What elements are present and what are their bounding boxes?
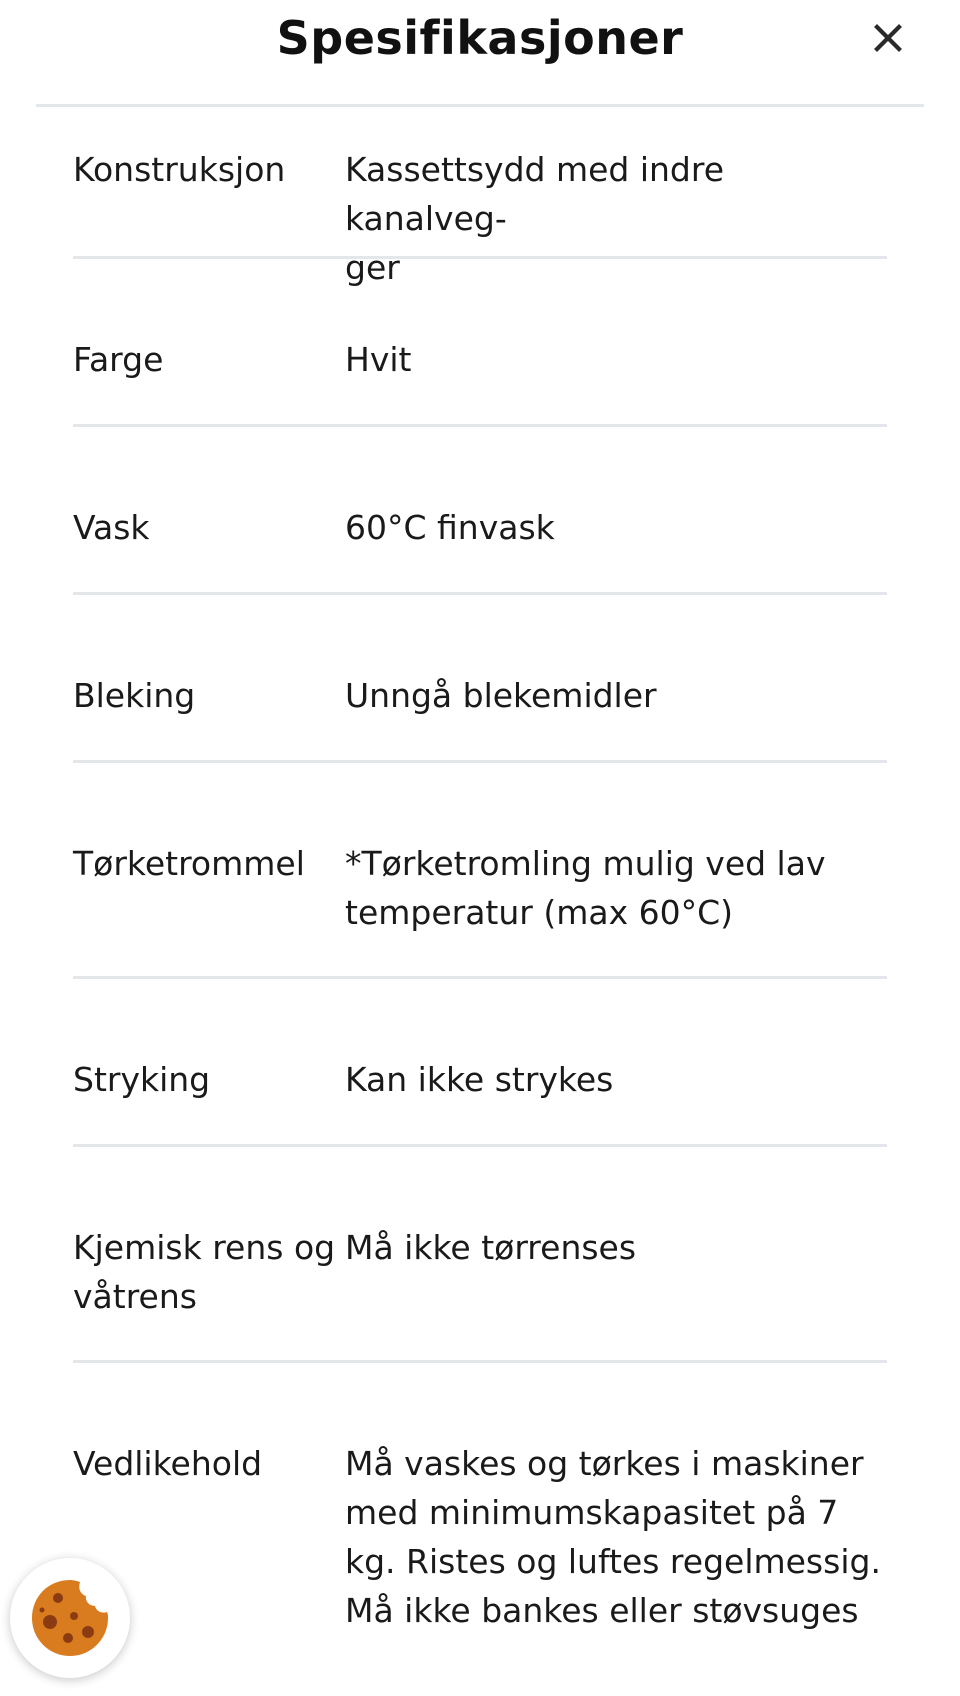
spec-list (73, 107, 887, 1635)
spec-value: Hvit (345, 340, 412, 379)
spec-row-vask (73, 427, 887, 595)
spec-label: Kjemisk rens og våtrens (73, 1228, 336, 1316)
spec-label: Farge (73, 340, 164, 379)
spec-value: Må ikke tørrenses (345, 1228, 637, 1267)
spec-row-kjemisk-rens (73, 1147, 887, 1363)
spec-value: 60°C finvask (345, 508, 555, 547)
cookie-settings-button[interactable] (10, 1558, 130, 1678)
spec-label: Stryking (73, 1060, 211, 1099)
page-title: Spesifikasjoner (276, 11, 684, 65)
close-button[interactable] (864, 14, 912, 62)
spec-value: *Tørketromling mulig ved lav temperatur (max 60°C) (345, 844, 826, 932)
spec-label: Tørketrommel (73, 844, 305, 883)
spec-value: Kassettsydd med indre kanalveg- ger (345, 150, 725, 287)
spec-label: Vedlikehold (73, 1444, 263, 1483)
spec-row-bleking (73, 595, 887, 763)
spec-row-vedlikehold (73, 1363, 887, 1635)
spec-label: Konstruksjon (73, 150, 286, 189)
spec-value: Må vaskes og tørkes i maskiner med minimumskapasitet på 7 kg. Ristes og luftes regelmessig. Må ikke bankes eller støvsuges (345, 1444, 881, 1630)
spec-row-stryking (73, 979, 887, 1147)
close-icon (874, 24, 902, 52)
spec-row-torketrommel (73, 763, 887, 979)
spec-label: Bleking (73, 676, 196, 715)
cookie-icon (28, 1576, 112, 1660)
spec-value: Unngå blekemidler (345, 676, 657, 715)
spec-row-konstruksjon (73, 107, 887, 287)
spec-value: Kan ikke strykes (345, 1060, 614, 1099)
spec-label: Vask (73, 508, 150, 547)
header (36, 0, 924, 107)
